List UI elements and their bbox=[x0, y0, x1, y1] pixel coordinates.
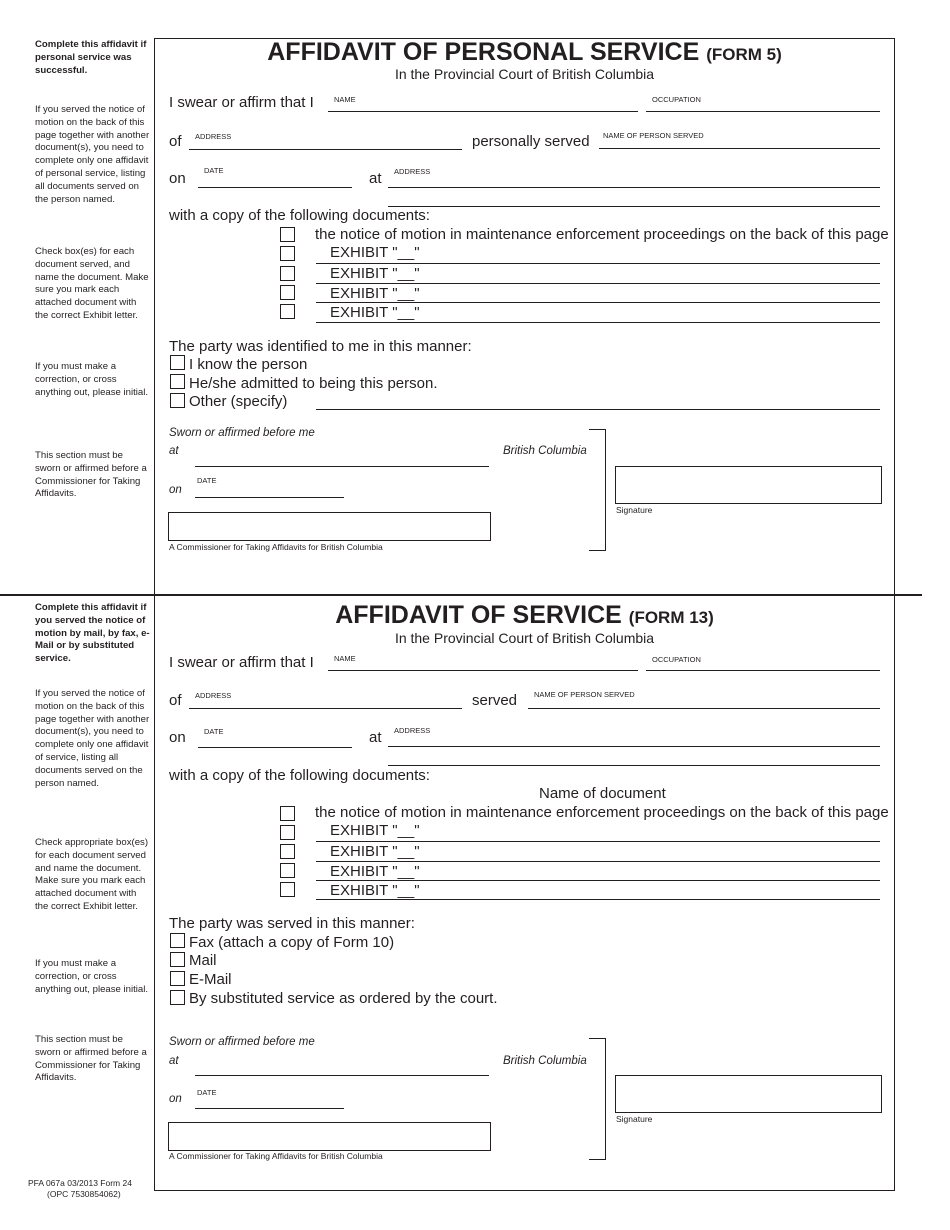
form13-jurat-on: on bbox=[169, 1093, 182, 1105]
form13-exhibit-label: EXHIBIT "__" bbox=[330, 843, 420, 860]
form13-right-border bbox=[894, 595, 895, 1190]
form5-date-caption: DATE bbox=[204, 166, 224, 175]
form13-signature-box[interactable] bbox=[615, 1075, 882, 1113]
form5-exhibit-label: EXHIBIT "__" bbox=[330, 265, 420, 282]
form5-sidebar-para3: If you must make a correction, or cross anything out, please initial. bbox=[35, 361, 149, 398]
form5-commissioner-label: A Commissioner for Taking Affidavits for British Columbia bbox=[169, 542, 383, 552]
form13-at-label: at bbox=[369, 729, 382, 746]
form5-manner-option: Other (specify) bbox=[189, 393, 288, 410]
form13-manner-intro: The party was served in this manner: bbox=[169, 915, 415, 932]
form5-jurat-on: on bbox=[169, 484, 182, 496]
form13-jurat-place-field[interactable] bbox=[195, 1075, 489, 1076]
form13-exhibit-label: EXHIBIT "__" bbox=[330, 863, 420, 880]
form5-signature-label: Signature bbox=[616, 505, 653, 515]
form13-sidebar-para1: If you served the notice of motion on the back of this page together with another document(s), you need to complete only one affidavit of service, listing all documents served on the person named. bbox=[35, 688, 150, 789]
form5-title: AFFIDAVIT OF PERSONAL SERVICE (FORM 5) bbox=[267, 38, 782, 66]
form13-sidebar-intro: Complete this affidavit if you served the notice of motion by mail, by fax, e-Mail or by substituted service. bbox=[35, 602, 150, 665]
form5-manner-checkbox[interactable] bbox=[170, 393, 185, 408]
form5-exhibit-checkbox[interactable] bbox=[280, 266, 295, 281]
form13-signature-label: Signature bbox=[616, 1114, 653, 1124]
form13-name-caption: NAME bbox=[334, 654, 356, 663]
form5-documents-intro: with a copy of the following documents: bbox=[169, 207, 430, 224]
form5-address-caption: ADDRESS bbox=[195, 132, 232, 141]
form13-sidebar-para4: This section must be sworn or affirmed before a Commissioner for Taking Affidavits. bbox=[35, 1034, 147, 1084]
form5-jurat-bracket bbox=[589, 429, 606, 551]
form5-occupation-caption: OCCUPATION bbox=[652, 95, 701, 104]
form13-left-border bbox=[154, 595, 155, 1190]
form13-address-caption: ADDRESS bbox=[195, 691, 232, 700]
form13-exhibit-label: EXHIBIT "__" bbox=[330, 822, 420, 839]
form5-at-address-field[interactable] bbox=[388, 187, 880, 188]
form5-manner-intro: The party was identified to me in this manner: bbox=[169, 338, 472, 355]
form13-subtitle: In the Provincial Court of British Columbia bbox=[394, 630, 655, 646]
form5-sidebar-intro: Complete this affidavit if personal service was successful. bbox=[35, 39, 147, 76]
form13-at-address-field[interactable] bbox=[388, 746, 880, 747]
form5-other-specify-field[interactable] bbox=[316, 409, 880, 410]
form13-manner-option: By substituted service as ordered by the court. bbox=[189, 990, 498, 1007]
form5-exhibit-checkbox[interactable] bbox=[280, 304, 295, 319]
form5-on-label: on bbox=[169, 170, 186, 187]
form13-on-label: on bbox=[169, 729, 186, 746]
form13-of-label: of bbox=[169, 692, 182, 709]
form5-exhibit-checkbox[interactable] bbox=[280, 246, 295, 261]
form5-date-field[interactable] bbox=[198, 187, 352, 188]
form13-jurat-at: at bbox=[169, 1055, 179, 1067]
form13-exhibit-checkbox[interactable] bbox=[280, 825, 295, 840]
form13-bottom-border bbox=[154, 1190, 895, 1191]
form13-jurat-bracket bbox=[589, 1038, 606, 1160]
form5-manner-checkbox[interactable] bbox=[170, 355, 185, 370]
form13-manner-checkbox[interactable] bbox=[170, 933, 185, 948]
form5-commissioner-box[interactable] bbox=[168, 512, 491, 541]
form13-exhibit-line[interactable] bbox=[316, 841, 880, 842]
form5-subtitle: In the Provincial Court of British Columbia bbox=[394, 66, 655, 82]
form5-left-border bbox=[154, 38, 155, 595]
form5-exhibit-line[interactable] bbox=[316, 283, 880, 284]
form13-jurat-date-caption: DATE bbox=[197, 1088, 217, 1097]
form5-sidebar-para1: If you served the notice of motion on the back of this page together with another document(s), you need to complete only one affidavit of personal service, listing all documents served on the person named. bbox=[35, 104, 150, 205]
form5-jurat-date-field[interactable] bbox=[195, 497, 344, 498]
form5-address-field[interactable] bbox=[189, 149, 462, 150]
form13-sidebar-para2: Check appropriate box(es) for each document served and name the document. Make sure you mark each attached document with the correct Exhibit letter. bbox=[35, 837, 149, 912]
form13-date-field[interactable] bbox=[198, 747, 352, 748]
footer-opc: (OPC 7530854062) bbox=[47, 1189, 121, 1199]
form5-exhibit-line[interactable] bbox=[316, 302, 880, 303]
form13-documents-intro: with a copy of the following documents: bbox=[169, 767, 430, 784]
form5-sidebar-para2: Check box(es) for each document served, and name the document. Make sure you mark each attached document with the correct Exhibit letter. bbox=[35, 246, 149, 321]
form13-manner-checkbox[interactable] bbox=[170, 952, 185, 967]
form13-person-caption: NAME OF PERSON SERVED bbox=[534, 690, 635, 699]
form5-bc-label: British Columbia bbox=[503, 445, 587, 457]
form5-served-label: personally served bbox=[472, 133, 590, 150]
section-divider bbox=[0, 594, 922, 596]
form5-swear-label: I swear or affirm that I bbox=[169, 94, 314, 111]
form13-manner-checkbox[interactable] bbox=[170, 990, 185, 1005]
form13-jurat-date-field[interactable] bbox=[195, 1108, 344, 1109]
form5-exhibit-label: EXHIBIT "__" bbox=[330, 285, 420, 302]
form13-occupation-caption: OCCUPATION bbox=[652, 655, 701, 664]
form13-commissioner-label: A Commissioner for Taking Affidavits for British Columbia bbox=[169, 1151, 383, 1161]
form13-person-field[interactable] bbox=[528, 708, 880, 709]
form13-exhibit-checkbox[interactable] bbox=[280, 882, 295, 897]
form5-manner-checkbox[interactable] bbox=[170, 374, 185, 389]
form5-notice-checkbox[interactable] bbox=[280, 227, 295, 242]
form5-form-number: (FORM 5) bbox=[706, 45, 782, 64]
form13-form-number: (FORM 13) bbox=[628, 608, 714, 627]
form5-exhibit-checkbox[interactable] bbox=[280, 285, 295, 300]
form5-sworn-before: Sworn or affirmed before me bbox=[169, 427, 315, 439]
form13-commissioner-box[interactable] bbox=[168, 1122, 491, 1151]
form5-exhibit-label: EXHIBIT "__" bbox=[330, 304, 420, 321]
form13-at-address-caption: ADDRESS bbox=[394, 726, 431, 735]
form13-exhibit-label: EXHIBIT "__" bbox=[330, 882, 420, 899]
form5-jurat-date-caption: DATE bbox=[197, 476, 217, 485]
form13-manner-option: E-Mail bbox=[189, 971, 232, 988]
form13-notice-item: the notice of motion in maintenance enforcement proceedings on the back of this page bbox=[315, 804, 889, 821]
form5-notice-item: the notice of motion in maintenance enforcement proceedings on the back of this page bbox=[315, 226, 889, 243]
form5-jurat-place-field[interactable] bbox=[195, 466, 489, 467]
form5-at-address-caption: ADDRESS bbox=[394, 167, 431, 176]
form13-sidebar-para3: If you must make a correction, or cross anything out, please initial. bbox=[35, 958, 149, 995]
form13-bc-label: British Columbia bbox=[503, 1055, 587, 1067]
form13-notice-checkbox[interactable] bbox=[280, 806, 295, 821]
form5-person-field[interactable] bbox=[599, 148, 880, 149]
form5-manner-option: He/she admitted to being this person. bbox=[189, 375, 438, 392]
form13-manner-checkbox[interactable] bbox=[170, 971, 185, 986]
form5-sidebar-para4: This section must be sworn or affirmed before a Commissioner for Taking Affidavits. bbox=[35, 450, 147, 500]
form5-occupation-field[interactable] bbox=[646, 111, 880, 112]
form13-exhibit-checkbox[interactable] bbox=[280, 844, 295, 859]
form13-title: AFFIDAVIT OF SERVICE (FORM 13) bbox=[335, 601, 714, 629]
form13-address-field[interactable] bbox=[189, 708, 462, 709]
form5-at-address-field-2[interactable] bbox=[388, 206, 880, 207]
form5-exhibit-label: EXHIBIT "__" bbox=[330, 244, 420, 261]
form5-jurat-at: at bbox=[169, 445, 179, 457]
form5-of-label: of bbox=[169, 133, 182, 150]
form5-at-label: at bbox=[369, 170, 382, 187]
form5-signature-box[interactable] bbox=[615, 466, 882, 504]
form13-swear-label: I swear or affirm that I bbox=[169, 654, 314, 671]
form13-date-caption: DATE bbox=[204, 727, 224, 736]
form5-name-field[interactable] bbox=[328, 111, 638, 112]
form5-name-caption: NAME bbox=[334, 95, 356, 104]
form13-name-field[interactable] bbox=[328, 670, 638, 671]
form13-manner-option: Fax (attach a copy of Form 10) bbox=[189, 934, 395, 951]
form5-exhibit-line[interactable] bbox=[316, 322, 880, 323]
form13-name-of-document: Name of document bbox=[539, 785, 666, 802]
form5-manner-option: I know the person bbox=[189, 356, 308, 373]
form13-occupation-field[interactable] bbox=[646, 670, 880, 671]
form13-at-address-field-2[interactable] bbox=[388, 765, 880, 766]
form13-served-label: served bbox=[472, 692, 518, 709]
form13-exhibit-line[interactable] bbox=[316, 861, 880, 862]
form13-manner-option: Mail bbox=[189, 952, 217, 969]
form13-exhibit-checkbox[interactable] bbox=[280, 863, 295, 878]
form5-right-border bbox=[894, 38, 895, 595]
form13-sworn-before: Sworn or affirmed before me bbox=[169, 1036, 315, 1048]
form5-exhibit-line[interactable] bbox=[316, 263, 880, 264]
form13-exhibit-line[interactable] bbox=[316, 880, 880, 881]
footer-form-code: PFA 067a 03/2013 Form 24 bbox=[28, 1178, 132, 1188]
form13-exhibit-line[interactable] bbox=[316, 899, 880, 900]
form5-person-caption: NAME OF PERSON SERVED bbox=[603, 131, 704, 140]
